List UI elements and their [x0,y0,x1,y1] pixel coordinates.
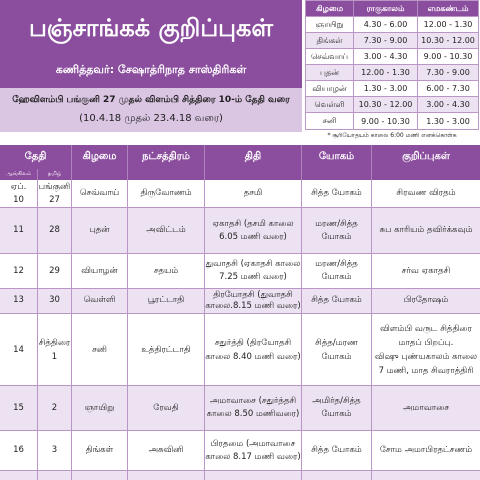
cell-line: யோகம் [321,409,352,419]
cell-line: உத்திரட்டாதி [141,344,191,355]
cell-star [128,431,205,470]
cell-line: மரண/சித்த [315,218,358,229]
subheader-empty [205,169,302,180]
author-line: கணித்தவர்: சேஷாத்ரிநாத சாஸ்திரிகள் [55,63,247,76]
timing-rahu-kalam: 3.00 - 4.30 [354,49,418,64]
cell-line: சித்த/மரண [315,337,358,348]
cell-line: காலை 8.40 மணி வரை) [205,351,301,362]
cell-line: சதுர்த்தி (திரயோதசி [214,337,292,348]
cell-tamil-date [38,208,72,253]
cell-empty [372,471,480,480]
timing-weekday: செவ்வாய் [306,49,354,64]
header-date: தேதி [0,145,72,169]
rahu-yama-header [306,1,478,17]
cell-line: 3 [51,445,58,455]
timing-weekday: திங்கள் [306,33,354,48]
cell-line: அமிர்த/சித்த [312,396,361,406]
panchang-row-partial [0,471,480,480]
timing-yama-kandam: 6.00 - 7.30 [426,84,470,93]
timing-rahu-kalam: 7.30 - 9.00 [354,33,418,48]
cell-empty [72,471,128,480]
cell-line: சதயம் [153,265,179,276]
timing-yama-kandam: 7.30 - 9.00 [426,68,470,77]
header-yama-kandam: எமகண்டம் [427,3,469,13]
timing-yama-kandam: 12.00 - 1.30 [423,20,473,29]
cell-line: சனி [92,344,107,355]
cell-line: வெள்ளி [83,295,116,306]
cell-yogam [302,386,372,430]
cell-line: சுப காரியம் தவிர்க்கவும் [379,225,473,235]
cell-tamil-date [38,289,72,313]
cell-line: யோகம் [321,272,352,282]
cell-notes [372,254,480,288]
cell-tamil-date [38,314,72,385]
cell-line: பங்குனி [38,181,71,192]
cell-star [128,208,205,253]
cell-weekday [72,386,128,430]
subheader-empty [128,169,205,180]
cell-tithi [205,180,302,207]
cell-line: ஞாயிறு [84,402,115,413]
cell-tithi [205,254,302,288]
cell-line: திரயோதசி (துவாதசி [213,289,293,300]
cell-line: 11 [13,225,24,235]
cell-line: 2 [51,402,58,413]
cell-line: பிரதமை (அமாவாசை [210,438,296,449]
cell-line: பூரட்டாதி [147,295,185,306]
timing-row [306,81,478,97]
cell-yogam [302,314,372,385]
cell-line: சித்திரை [38,337,71,348]
cell-line: அமாவாசை [402,402,450,413]
cell-yogam [302,431,372,470]
cell-line: சித்த யோகம் [311,188,362,198]
timing-rahu-kalam: 12.00 - 1.30 [354,65,418,80]
timing-rahu-kalam: 4.30 - 6.00 [354,17,418,32]
subheader-empty [72,169,128,180]
cell-line: சிரவண விரதம் [396,188,456,198]
cell-line: தசமி [243,188,263,198]
timing-yama-kandam: 1.30 - 3.00 [426,116,470,126]
cell-tithi [205,289,302,313]
cell-line: காலை.8.15 மணி வரை) [205,301,301,311]
cell-line: விளம்பி வருட சித்திரை [380,323,472,334]
panchang-row [0,254,480,289]
cell-line: திங்கள் [85,445,114,455]
panchang-row [0,386,480,431]
cell-line: யோகம் [321,231,352,242]
cell-line: சோம அமாபிரதட்சணம் [379,445,473,455]
cell-line: 16 [13,445,24,455]
cell-english-date [0,431,38,470]
panchang-row [0,180,480,208]
cell-line: அவிட்டம் [146,225,186,235]
cell-line: 15 [13,402,24,413]
period-line-1: ஹேவிளம்பி பங்குனி 27 முதல் விளம்பி சித்திரை 10-ம் தேதி வரை [12,95,290,105]
timings-footnote: * சூரியோதயம் காலை 6:00 மணி எனக்கொள்க [327,132,457,139]
cell-line: 30 [49,295,60,306]
cell-line: ரேவதி [153,402,179,413]
header-weekday: கிழமை [306,1,354,16]
cell-star [128,289,205,313]
cell-english-date [0,254,38,288]
cell-line: அசுவினி [148,445,184,455]
timing-rahu-kalam: 1.30 - 3.00 [354,81,418,96]
cell-empty [128,471,205,480]
cell-empty [0,471,38,480]
cell-star [128,386,205,430]
cell-tamil-date [38,180,72,207]
cell-line: காலை 8.50 மணிவரை) [206,409,300,419]
cell-line: 7.25 மணி வரை) [219,272,287,282]
timing-weekday: வெள்ளி [306,97,354,112]
rahu-yama-body [306,17,478,129]
title-panel [0,0,302,88]
period-line-2: (10.4.18 முதல் 23.4.18 வரை) [79,113,223,124]
cell-yogam [302,289,372,313]
cell-line: 27 [49,194,60,205]
timing-row [306,113,478,129]
cell-line: மரண/சித்த [315,259,358,269]
cell-tamil-date [38,254,72,288]
cell-line: 13 [13,295,24,306]
cell-line: புதன் [89,225,110,235]
timing-row [306,33,478,49]
cell-english-date [0,314,38,385]
cell-line: சித்த யோகம் [311,295,362,306]
cell-line: 28 [49,225,60,235]
cell-notes [372,180,480,207]
panchang-row [0,314,480,386]
cell-yogam [302,180,372,207]
timing-weekday: ஞாயிறு [306,17,354,32]
cell-english-date [0,289,38,313]
cell-line: சர்வ ஏகாதசி [401,265,451,276]
timing-rahu-kalam: 9.00 - 10.30 [354,113,418,129]
cell-weekday [72,254,128,288]
cell-line: 14 [13,344,24,355]
header-weekday: கிழமை [72,145,128,169]
cell-line: சித்த யோகம் [311,445,362,455]
cell-empty [38,471,72,480]
panchang-row [0,431,480,471]
panchang-header [0,145,480,169]
cell-line: ஏகாதசி (தசமி காலை [212,218,294,229]
panchang-subheader [0,169,480,180]
panchang-row [0,289,480,314]
cell-tamil-date [38,431,72,470]
cell-line: வியாழன் [81,265,118,276]
cell-line: யோகம் [321,351,352,362]
cell-english-date [0,386,38,430]
cell-weekday [72,314,128,385]
cell-empty [302,471,372,480]
cell-star [128,180,205,207]
cell-notes [372,208,480,253]
cell-english-date [0,208,38,253]
cell-line: விஷு புண்யகாலம் காலை [374,351,478,362]
cell-weekday [72,289,128,313]
timing-weekday: புதன் [306,65,354,80]
cell-english-date [0,180,38,207]
cell-notes [372,289,480,313]
cell-tithi [205,208,302,253]
header-tithi: திதி [205,145,302,169]
cell-empty [205,471,302,480]
period-band [0,88,302,132]
header-rahu-kalam: ராகுகாலம் [354,1,418,16]
cell-star [128,254,205,288]
panchang-body [0,180,480,471]
timing-row [306,49,478,65]
subheader-tamil: தமிழ் [38,169,72,180]
cell-line: 10 [13,194,24,205]
subheader-english: ஆங்கிலம் [0,169,38,180]
cell-line: அமாவாசை (சதுர்த்தசி [209,396,297,406]
timing-weekday: சனி [306,113,354,129]
cell-star [128,314,205,385]
cell-line: காலை 8.17 மணி வரை) [205,451,301,462]
cell-yogam [302,254,372,288]
timing-row [306,97,478,113]
cell-tithi [205,386,302,430]
cell-line: செவ்வாய் [79,188,120,198]
cell-line: 6.05 மணி வரை) [219,231,287,242]
timing-yama-kandam: 9.00 - 10.30 [423,52,473,61]
cell-notes [372,314,480,385]
panchang-row [0,208,480,254]
cell-line: 1 [51,351,58,362]
cell-tithi [205,314,302,385]
cell-weekday [72,431,128,470]
timing-row [306,17,478,33]
timing-weekday: வியாழன் [306,81,354,96]
subheader-empty [302,169,372,180]
cell-tamil-date [38,386,72,430]
cell-line: 29 [49,265,60,276]
timing-rahu-kalam: 10.30 - 12.00 [354,97,418,112]
header-notes: குறிப்புகள் [402,151,450,162]
cell-weekday [72,208,128,253]
subheader-empty [372,169,480,180]
page-title: பஞ்சாங்கக் குறிப்புகள் [28,14,274,42]
cell-line: ஏப். [10,181,27,192]
cell-tithi [205,431,302,470]
cell-line: 12 [13,265,24,276]
cell-line: மாதப் பிறப்பு. [398,337,454,348]
timing-yama-kandam: 3.00 - 4.30 [426,100,470,109]
cell-line: பிரதோஷம் [403,295,449,306]
rahu-yama-table [305,0,479,130]
cell-line: திருவோணம் [140,188,192,198]
header-yogam: யோகம் [302,145,372,169]
timing-yama-kandam: 10.30 - 12.00 [421,36,475,45]
cell-line: துவாதசி (ஏகாதசி காலை [205,259,301,269]
timing-row [306,65,478,81]
cell-notes [372,431,480,470]
cell-yogam [302,208,372,253]
cell-notes [372,386,480,430]
panchang-table [0,145,480,480]
cell-weekday [72,180,128,207]
cell-line: 7 மணி, மாத சிவராத்திரி [378,365,474,376]
header-star: நட்சத்திரம் [128,145,205,169]
